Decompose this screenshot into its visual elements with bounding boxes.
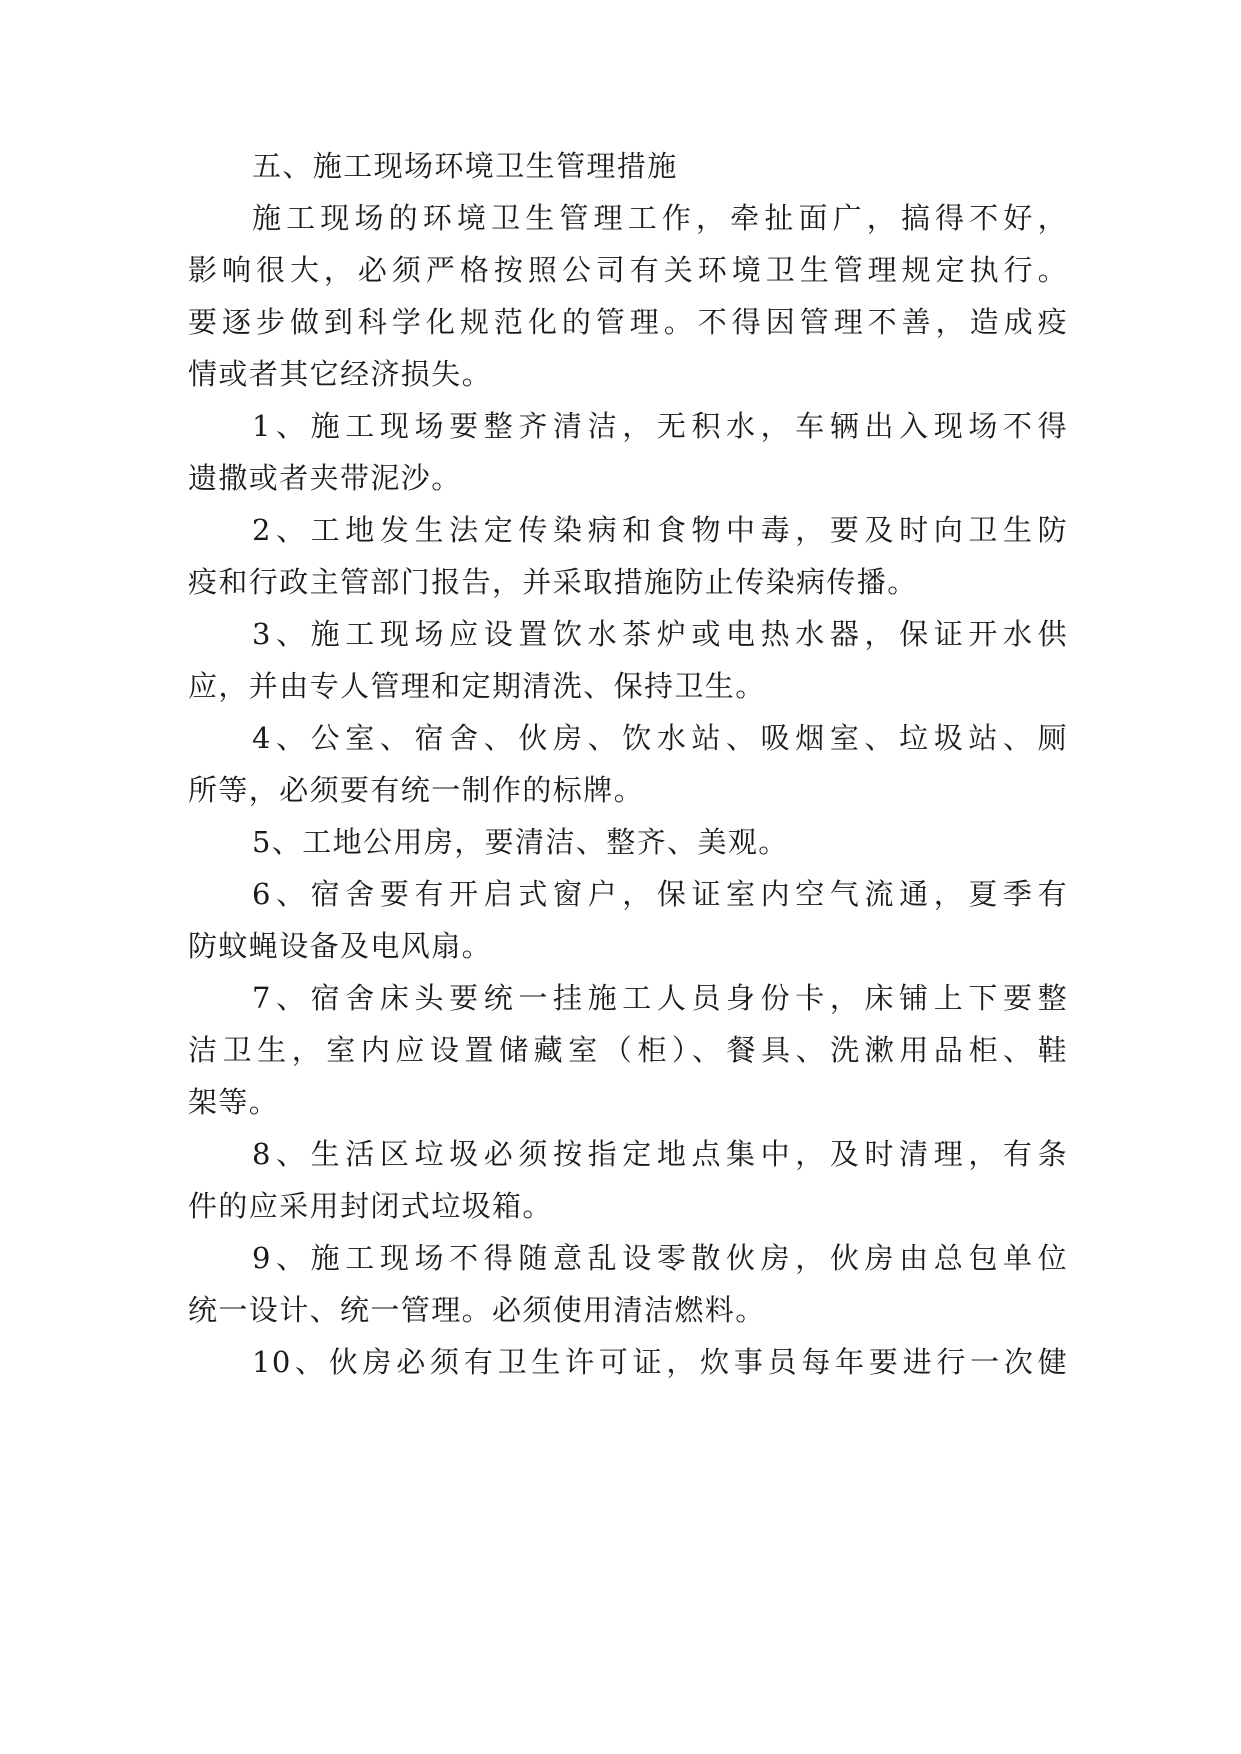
- item-9-line: 统一设计、统一管理。必须使用清洁燃料。: [188, 1293, 766, 1327]
- intro-line: 施工现场的环境卫生管理工作，牵扯面广，搞得不好，: [252, 201, 1068, 235]
- intro-line: 要逐步做到科学化规范化的管理。不得因管理不善，造成疫: [188, 305, 1068, 339]
- item-8-line: 8、生活区垃圾必须按指定地点集中，及时清理，有条: [252, 1137, 1068, 1171]
- item-7-line: 洁卫生，室内应设置储藏室（柜）、餐具、洗漱用品柜、鞋: [188, 1033, 1068, 1067]
- item-9-line: 9、施工现场不得随意乱设零散伙房，伙房由总包单位: [252, 1241, 1068, 1275]
- item-2-line: 疫和行政主管部门报告，并采取措施防止传染病传播。: [188, 565, 918, 599]
- item-10-line: 10、伙房必须有卫生许可证，炊事员每年要进行一次健: [252, 1345, 1068, 1379]
- item-1-line: 遗撒或者夹带泥沙。: [188, 461, 462, 495]
- item-5-line: 5、工地公用房，要清洁、整齐、美观。: [252, 825, 789, 859]
- item-7-line: 架等。: [188, 1085, 280, 1119]
- item-7-line: 7、宿舍床头要统一挂施工人员身份卡，床铺上下要整: [252, 981, 1068, 1015]
- section-heading: 五、施工现场环境卫生管理措施: [252, 149, 678, 183]
- intro-line: 情或者其它经济损失。: [188, 357, 493, 391]
- item-6-line: 防蚊蝇设备及电风扇。: [188, 929, 493, 963]
- item-3-line: 3、施工现场应设置饮水茶炉或电热水器，保证开水供: [252, 617, 1068, 651]
- intro-line: 影响很大，必须严格按照公司有关环境卫生管理规定执行。: [188, 253, 1068, 287]
- item-3-line: 应，并由专人管理和定期清洗、保持卫生。: [188, 669, 766, 703]
- item-6-line: 6、宿舍要有开启式窗户，保证室内空气流通，夏季有: [252, 877, 1068, 911]
- item-1-line: 1、施工现场要整齐清洁，无积水，车辆出入现场不得: [252, 409, 1068, 443]
- item-2-line: 2、工地发生法定传染病和食物中毒，要及时向卫生防: [252, 513, 1068, 547]
- item-4-line: 所等，必须要有统一制作的标牌。: [188, 773, 645, 807]
- item-4-line: 4、公室、宿舍、伙房、饮水站、吸烟室、垃圾站、厕: [252, 721, 1068, 755]
- item-8-line: 件的应采用封闭式垃圾箱。: [188, 1189, 553, 1223]
